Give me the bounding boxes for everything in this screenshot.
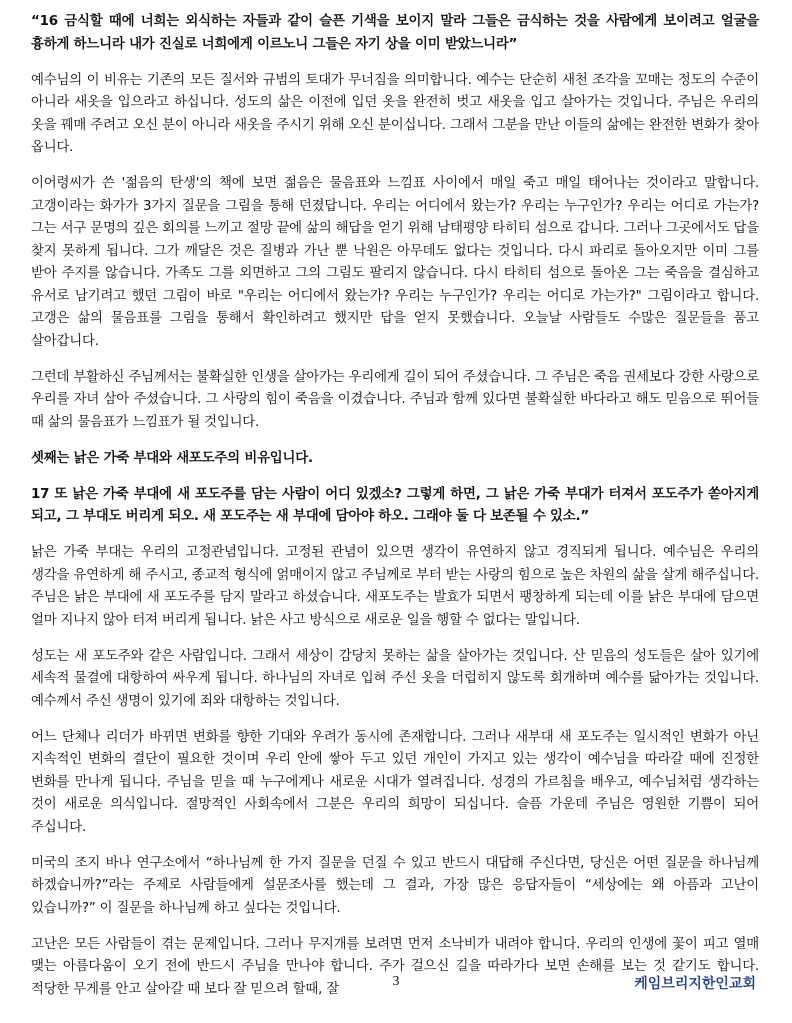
body-paragraph: 낡은 가죽 부대는 우리의 고정관념입니다. 고정된 관념이 있으면 생각이 유연하지 않고 경직되게 됩니다. 예수님은 우리의 생각을 유연하게 해 주시고, 종교적 형식에 얽매이지 않고 주님께로 부터 받는 사랑의 힘으로 높은 차원의 삶을 살게 해주십니다. 주님은 낡은 부대에 새 포도주를 담지 말라고 하셨습니다. 새포도주는 발효가 되면서 팽창하게 되는데 이를 낡은 부대에 담으면 얼마 지나지 않아 터져 버리게 됩니다. 낡은 사고 방식으로 새로운 일을 행할 수 없다는 말입니다. bbox=[31, 545, 759, 628]
body-paragraph: 어느 단체나 리더가 바뀌면 변화를 향한 기대와 우려가 동시에 존재합니다. 그러나 새부대 새 포도주는 일시적인 변화가 아닌 지속적인 변화의 결단이 필요한 것이며 우리 안에 쌓아 두고 있던 개인이 가지고 있는 생각이 예수님을 따라갈 때에 진정한 변화를 만나게 됩니다. 주님을 믿을 때 누구에게나 새로운 시대가 열려집니다. 성경의 가르침을 배우고, 예수님처럼 생각하는 것이 새로운 의식입니다. 절망적인 사회속에서 그분은 우리의 희망이 되십니다. 슬픔 가운데 주님은 영원한 기쁨이 되어 주십니다. bbox=[31, 729, 759, 835]
body-paragraph: 그런데 부활하신 주님께서는 불확실한 인생을 살아가는 우리에게 길이 되어 주셨습니다. 그 주님은 죽음 권세보다 강한 사랑으로 우리를 자녀 삼아 주셨습니다. 그 사랑의 힘이 죽음을 이겼습니다. 주님과 함께 있다면 불확실한 바다라고 해도 믿음으로 뛰어들 때 삶의 물음표가 느낌표가 될 것입니다. bbox=[31, 369, 759, 430]
section-heading: 셋째는 낡은 가죽 부대와 새포도주의 비유입니다. bbox=[31, 450, 313, 466]
scripture-quote: “16 금식할 때에 너희는 외식하는 자들과 같이 슬픈 기색을 보이지 말라 그들은 금식하는 것을 사람에게 보이려고 얼굴을 흉하게 하느니라 내가 진실로 너희에게 이르노니 그들은 자기 상을 이미 받았느니라” bbox=[31, 14, 759, 52]
page-number: 3 bbox=[392, 974, 400, 989]
body-paragraph: 고난은 모든 사람들이 겪는 문제입니다. 그러나 무지개를 보려면 먼저 소낙비가 내려야 합니다. 우리의 인생에 꽃이 피고 열매 맺는 아름다움이 오기 전에 반드시 주님을 만나야 합니다. 주가 걸으신 길을 따라가다 보면 손해를 보는 것 같기도 합니다. 적당한 무게를 안고 살아갈 때 보다 잘 믿으려 할때, 잘 bbox=[31, 936, 759, 997]
body-paragraph: 성도는 새 포도주와 같은 사람입니다. 그래서 세상이 감당치 못하는 삶을 살아가는 것입니다. 산 믿음의 성도들은 살아 있기에 세속적 물결에 대항하여 싸우게 됩니다. 하나님의 자녀로 입혀 주신 옷을 더럽히지 않도록 회개하며 예수를 닮아가는 것입니다. 예수께서 주신 생명이 있기에 죄와 대항하는 것입니다. bbox=[31, 648, 759, 709]
scripture-quote: 17 또 낡은 가죽 부대에 새 포도주를 담는 사람이 어디 있겠소? 그렇게 하면, 그 낡은 가죽 부대가 터져서 포도주가 쏟아지게 되고, 그 부대도 버리게 되오. 새 포도주는 새 부대에 담아야 하오. 그래야 둘 다 보존될 수 있소.” bbox=[31, 486, 759, 524]
church-name: 케임브리지한인교회 bbox=[634, 976, 756, 992]
body-paragraph: 예수님의 이 비유는 기존의 모든 질서와 규범의 토대가 무너짐을 의미합니다. 예수는 단순히 새천 조각을 꼬매는 정도의 수준이 아니라 새옷을 입으라고 하십니다. 성도의 삶은 이전에 입던 옷을 완전히 벗고 새옷을 입고 살아가는 것입니다. 주님은 우리의 옷을 꿰매 주려고 오신 분이 아니라 새옷을 주시기 위해 오신 분이십니다. 그래서 그분을 만난 이들의 삶에는 완전한 변화가 찾아 옵니다. bbox=[31, 72, 759, 155]
page-footer bbox=[0, 971, 792, 1001]
body-paragraph: 이어령씨가 쓴 '젊음의 탄생'의 책에 보면 젊음은 물음표와 느낌표 사이에서 매일 죽고 매일 태어나는 것이라고 말합니다. 고갱이라는 화가가 3가지 질문을 그림을 통해 던졌답니다. 우리는 어디에서 왔는가? 우리는 누구인가? 우리는 어디로 가는가? 그는 서구 문명의 깊은 회의를 느끼고 절망 끝에 삶의 해답을 얻기 위해 남태평양 타히티 섬으로 갑니다. 그러나 그곳에서도 답을 찾지 못하게 됩니다. 그가 깨달은 것은 질병과 가난 뿐 낙원은 아무데도 없다는 것입니다. 다시 파리로 돌아오지만 이미 그를 받아 주지를 않습니다. 가족도 그를 외면하고 그의 그림도 팔리지 않습니다. 다시 타히티 섬으로 돌아온 그는 죽음을 결심하고 유서로 남기려고 했던 그림이 바로 "우리는 어디에서 왔는가? 우리는 누구인가? 우리는 어디로 가는가?" 그림이라고 합니다. 고갱은 삶의 물음표를 그림을 통해서 확인하려고 했지만 답을 얻지 못했습니다. 오늘날 사람들도 수많은 질문들을 품고 살아갑니다. bbox=[31, 176, 759, 349]
document-body bbox=[31, 11, 759, 1015]
body-paragraph: 미국의 조지 바나 연구소에서 “하나님께 한 가지 질문을 던질 수 있고 반드시 대답해 주신다면, 당신은 어떤 질문을 하나님께 하겠습니까?”라는 주제로 사람들에게 설문조사를 했는데 그 결과, 가장 많은 응답자들이 “세상에는 왜 아픔과 고난이 있습니까?” 이 질문을 하나님께 하고 싶다는 것입니다. bbox=[31, 855, 759, 916]
